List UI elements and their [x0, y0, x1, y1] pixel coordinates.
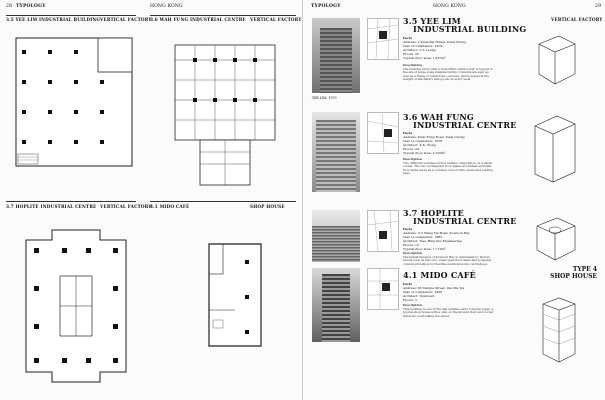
divider — [6, 201, 136, 202]
photo-hoplite — [312, 210, 360, 262]
photo-caption: YEE LIM, 1979 — [312, 96, 337, 100]
photo-yee-lim — [312, 18, 360, 93]
plan-label: 4.1 MIDO CAFÉ — [150, 204, 190, 209]
entry-description: Description The industrial area of Kowloon Bay is dominated by factory blocks such as this one. Clear span floor slabs and a regular column grid allow for flexible subdivision into workshops. — [403, 251, 492, 266]
floor-plan-hoplite — [22, 226, 130, 386]
plan-type: VERTICAL FACTORY — [100, 17, 152, 22]
plan-label: 3.5 YEE LIM INDUSTRIAL BUILDING — [6, 17, 101, 22]
entry-subtitle: INDUSTRIAL BUILDING — [413, 24, 527, 34]
location-map-hoplite — [367, 210, 399, 252]
floor-plan-wah-fung — [170, 40, 280, 190]
right-city: HONG KONG — [433, 4, 466, 9]
location-map-wah-fung — [367, 112, 399, 154]
entry-facts: Facts Address: Kwai Fung Road, Kwai Chung Year of completion: 1976 Architect: K.K. Wong Floors: 24 Typical floor area: 2,100m² — [403, 131, 465, 155]
divider — [150, 201, 296, 202]
divider — [150, 15, 296, 16]
entry-title: 4.1 MIDO CAFÉ — [403, 270, 476, 280]
entry-facts: Facts Address: 63 Temple Street, Yau Ma Tei Year of completion: 1950 Architect: Unknown Floors: 5 — [403, 282, 464, 302]
left-city: HONG KONG — [150, 4, 183, 9]
entry-facts: Facts Address: 2 Kwai Fat Street, Kwai Chung Year of completion: 1979 Architect: Y.T. Leung Floors: 22 Typical floor area: 1,637m² — [403, 36, 467, 60]
entry-title: 3.7 HOPLITE — [403, 208, 464, 218]
photo-mido-cafe — [312, 268, 360, 342]
entry-description: Description The massive block with a monolithic stairs tower is typical of the era of large scale manufacturing. Columns are kept as well as a frame of reinforced concrete, which supports the weight of machinery and goods on every level. — [403, 63, 493, 82]
plan-label: 3.6 WAH FUNG INDUSTRIAL CENTRE — [150, 17, 246, 22]
entry-description: Description Two different volumes form a unified composition on a small corner. The two rectangular floor plates are linked and their floor slabs serve as a common core of lifts, stairs and loading bays. — [403, 157, 493, 176]
location-map-mido-cafe — [367, 268, 399, 310]
type-heading: VERTICAL FACTORY — [551, 17, 603, 22]
plan-label: 3.7 HOPLITE INDUSTRIAL CENTRE — [6, 204, 97, 209]
plan-type: SHOP HOUSE — [250, 204, 285, 209]
axonometric-wah-fung — [525, 110, 585, 190]
right-page-number: 29 — [595, 4, 602, 9]
floor-plan-mido-cafe — [205, 240, 265, 350]
location-map-yee-lim — [367, 18, 399, 60]
entry-facts: Facts Address: 3–5 Wang Tai Road, Kowloon Bay Year of completion: 1983 Architect: Tsao Hing Kui Engineering Floors: 12 Typical floor area: 1,715m² — [403, 227, 470, 251]
entry-title: 3.5 YEE LIM — [403, 16, 461, 26]
axonometric-mido-cafe — [529, 290, 589, 370]
axonometric-yee-lim — [525, 30, 585, 90]
entry-subtitle: INDUSTRIAL CENTRE — [413, 120, 517, 130]
type-4-label: TYPE 4 SHOP HOUSE — [550, 266, 597, 280]
entry-description: Description This building is one of the last existing early tong lau types, a typical shop house with a café on the ground floor and corner windows overlooking the street. — [403, 303, 494, 318]
right-page — [303, 0, 605, 400]
entry-subtitle: INDUSTRIAL CENTRE — [413, 216, 517, 226]
left-section: TYPOLOGY — [16, 4, 46, 9]
right-section: TYPOLOGY — [311, 4, 341, 9]
plan-type: VERTICAL FACTORY — [250, 17, 302, 22]
axonometric-hoplite — [525, 210, 585, 270]
entry-title: 3.6 WAH FUNG — [403, 112, 474, 122]
divider — [6, 15, 136, 16]
photo-wah-fung — [312, 112, 360, 192]
floor-plan-yee-lim — [14, 36, 134, 168]
left-page-number: 28 — [6, 4, 13, 9]
plan-type: VERTICAL FACTORY — [100, 204, 152, 209]
